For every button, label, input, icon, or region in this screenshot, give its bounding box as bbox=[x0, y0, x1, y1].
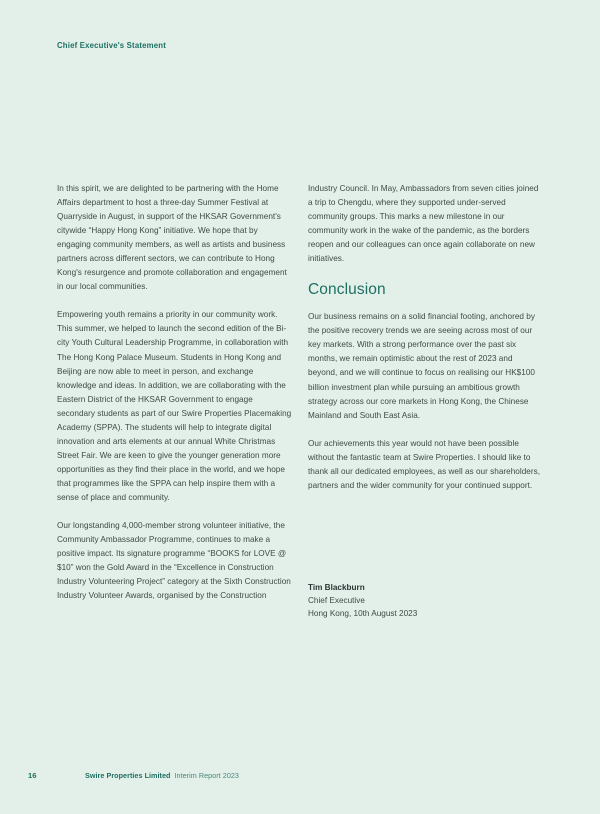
two-column-body bbox=[57, 182, 543, 620]
paragraph: In this spirit, we are delighted to be partnering with the Home Affairs department to host a three-day Summer Festival at Quarryside in August, in support of the HKSAR Government's citywide “Happy Hong Kong” initiative. We hope that by engaging community members, as well as artists and business partners across different sectors, we can contribute to Hong Kong's resurgence and promote collaboration and engagement in our local communities. bbox=[57, 184, 287, 292]
section-heading-conclusion: Conclusion bbox=[308, 281, 386, 299]
signature-block bbox=[308, 581, 543, 621]
paragraph: Our longstanding 4,000-member strong volunteer initiative, the Community Ambassador Programme, continues to make a positive impact. Its signature programme “BOOKS for LOVE @ $10” won the Gold Award in the “Excellence in Construction Industry Volunteering Project” category at the Sixth Construction Industry Volunteer Awards, organised by the Construction bbox=[57, 521, 291, 601]
running-header-title: Chief Executive's Statement bbox=[57, 41, 166, 50]
signatory-name: Tim Blackburn bbox=[308, 582, 365, 592]
signatory-title: Chief Executive bbox=[308, 596, 365, 606]
paragraph: Industry Council. In May, Ambassadors from seven cities joined a trip to Chengdu, where they supported under-served community groups. This marks a new milestone in our community work in the wake of the pandemic, as the borders reopen and our colleagues can once again collaborate on new initiatives. bbox=[308, 184, 539, 264]
paragraph: Empowering youth remains a priority in our community work. This summer, we helped to launch the second edition of the Bi-city Youth Cultural Leadership Programme, in collaboration with The Hong Kong Palace Museum. Students in Hong Kong and Beijing are now able to meet in person, and exchange knowledge and ideas. In addition, we are collaborating with the Eastern District of the HKSAR Government to engage secondary students as part of our Swire Properties Placemaking Academy (SPPA). The students will help to integrate digital innovation and arts elements at our annual White Christmas Street Fair. We are keen to give the younger generation more opportunities as they find their place in the world, and we hope that programmes like the SPPA can help inspire them with a sense of place and community. bbox=[57, 310, 292, 502]
left-text-column bbox=[57, 182, 292, 603]
signatory-place-date: Hong Kong, 10th August 2023 bbox=[308, 609, 418, 619]
paragraph: Our business remains on a solid financial footing, anchored by the positive recovery trends we are seeing across most of our key markets. With a strong performance over the past six months, we remain optimistic about the rest of 2023 and beyond, and we will continue to focus on realising our HK$100 billion investment plan while pursuing an ambitious growth strategy across our core markets in Hong Kong, the Chinese Mainland and South East Asia. bbox=[308, 312, 535, 420]
footer-company-name: Swire Properties Limited bbox=[85, 771, 171, 780]
page-footer bbox=[28, 771, 239, 780]
footer-report-name: Interim Report 2023 bbox=[174, 771, 239, 780]
paragraph: Our achievements this year would not have been possible without the fantastic team at Swire Properties. I should like to thank all our dedicated employees, as well as our shareholders, partners and the wider community for your continued support. bbox=[308, 438, 541, 490]
right-text-column bbox=[308, 182, 543, 620]
footer-page-number: 16 bbox=[28, 771, 37, 780]
